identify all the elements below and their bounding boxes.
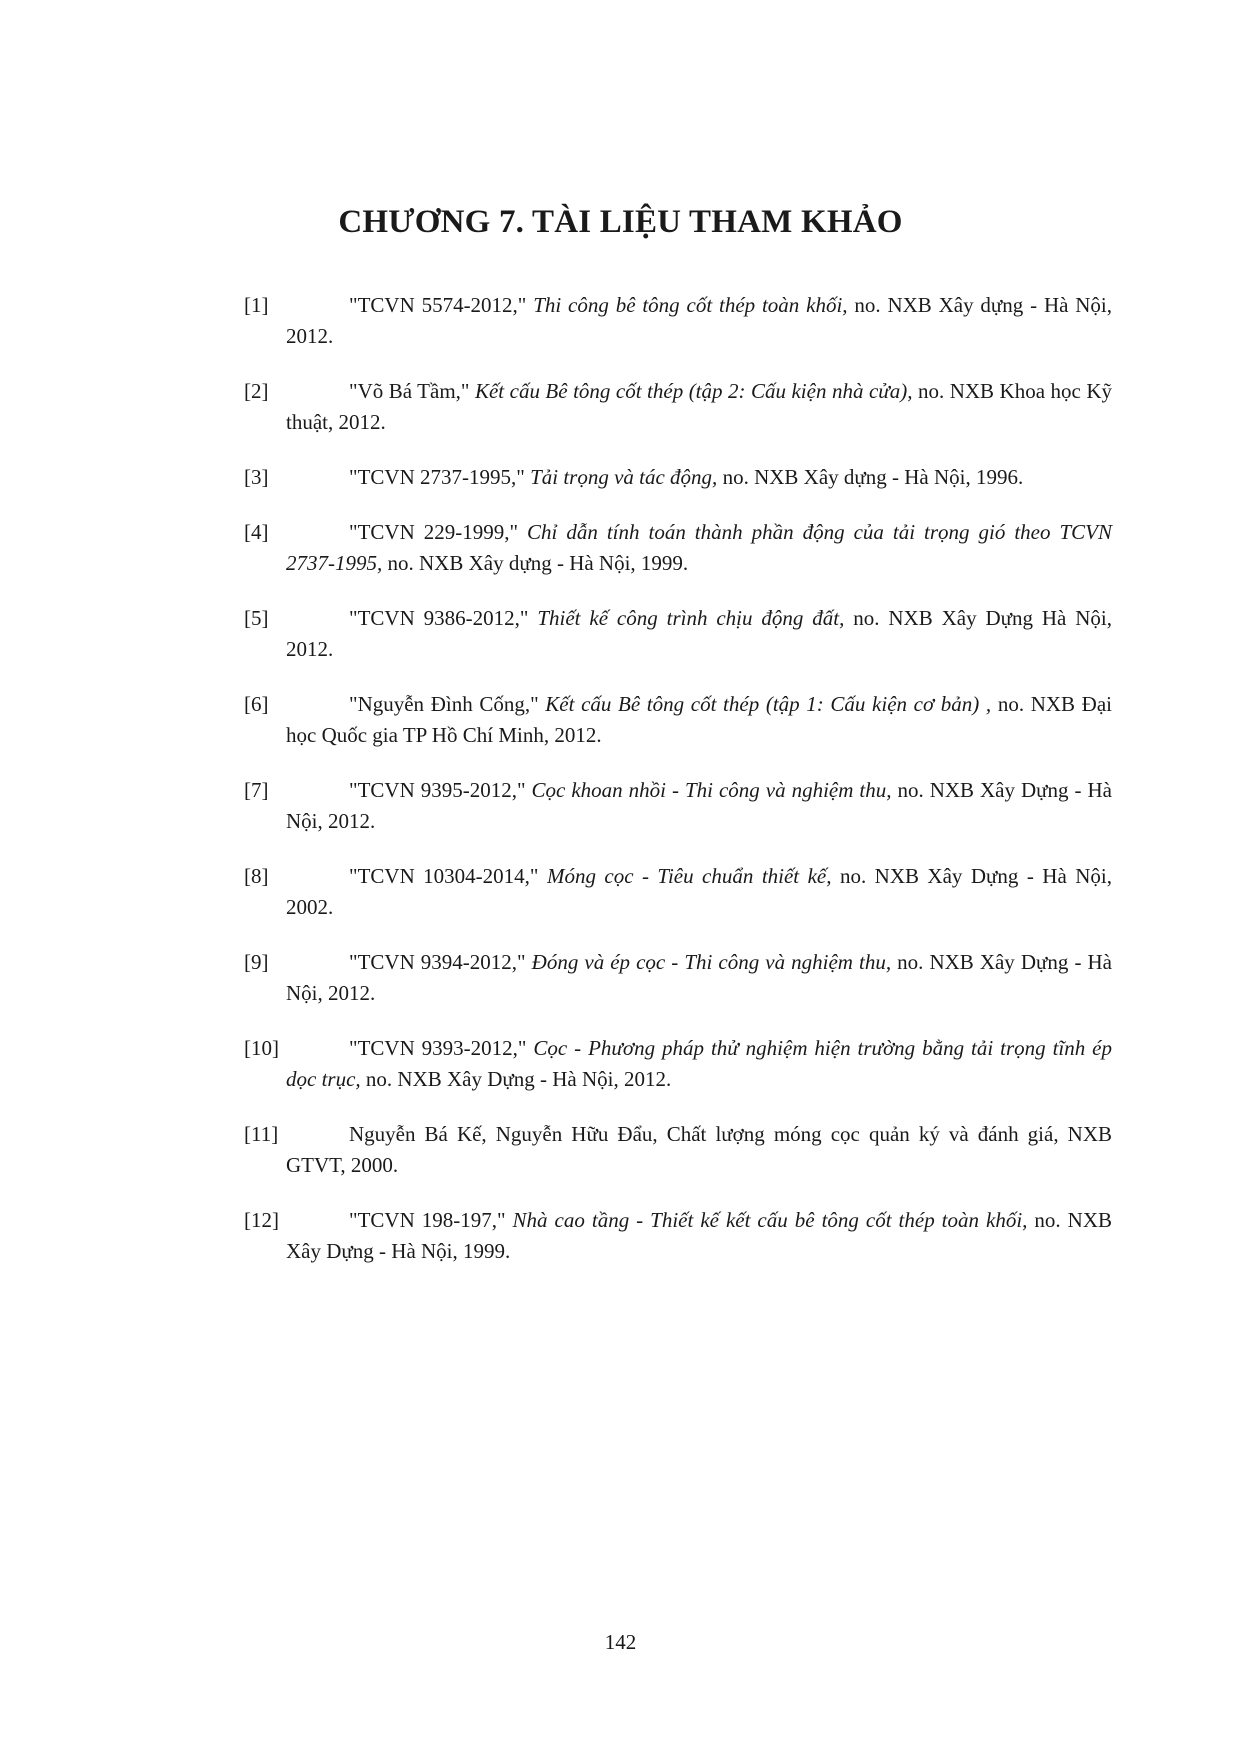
- reference-source: Nguyễn Bá Kế, Nguyễn Hữu Đẩu, Chất lượng móng cọc quản ký và đánh giá, NXB GTVT, 2000.: [286, 1122, 1112, 1177]
- reference-number: [2]: [244, 379, 269, 403]
- reference-source: "TCVN 9395-2012,": [349, 778, 532, 802]
- reference-title: Tải trọng và tác động,: [530, 465, 718, 489]
- reference-title: Móng cọc - Tiêu chuẩn thiết kế,: [546, 864, 832, 888]
- reference-number: [7]: [244, 778, 269, 802]
- reference-number: [6]: [244, 692, 269, 716]
- reference-item: [244, 517, 1112, 579]
- reference-source: "TCVN 229-1999,": [349, 520, 528, 544]
- reference-title: Đóng và ép cọc - Thi công và nghiệm thu,: [531, 950, 892, 974]
- reference-item: [244, 689, 1112, 751]
- reference-title: Kết cấu Bê tông cốt thép (tập 1: Cấu kiện cơ bản) ,: [545, 692, 992, 716]
- reference-number: [3]: [244, 465, 269, 489]
- reference-number: [12]: [244, 1208, 279, 1232]
- reference-item: [244, 603, 1112, 665]
- reference-item: [244, 775, 1112, 837]
- reference-source: "TCVN 9393-2012,": [349, 1036, 534, 1060]
- page-number: 142: [604, 1630, 637, 1654]
- reference-item: [244, 462, 1112, 493]
- reference-publisher: no. NXB Xây Dựng Hà Nội, 2012.: [286, 606, 1112, 661]
- reference-source: "TCVN 5574-2012,": [349, 293, 534, 317]
- reference-publisher: no. NXB Xây dựng - Hà Nội, 2012.: [286, 293, 1113, 348]
- reference-source: "TCVN 2737-1995,": [349, 465, 531, 489]
- reference-title: Kết cấu Bê tông cốt thép (tập 2: Cấu kiện nhà cửa),: [474, 379, 913, 403]
- reference-item: [244, 861, 1112, 923]
- reference-publisher: no. NXB Xây Dựng - Hà Nội, 2002.: [286, 864, 1112, 919]
- reference-publisher: no. NXB Xây dựng - Hà Nội, 1996.: [717, 465, 1024, 489]
- reference-item: [244, 1205, 1112, 1267]
- reference-number: [9]: [244, 950, 269, 974]
- reference-number: [11]: [244, 1122, 279, 1146]
- reference-publisher: no. NXB Xây Dựng - Hà Nội, 2012.: [286, 950, 1112, 1005]
- reference-title: Thi công bê tông cốt thép toàn khối,: [533, 293, 848, 317]
- reference-number: [10]: [244, 1036, 279, 1060]
- reference-number: [4]: [244, 520, 269, 544]
- reference-title: Chỉ dẫn tính toán thành phần động của tải trọng gió theo TCVN 2737-1995,: [286, 520, 1113, 575]
- reference-item: [244, 1033, 1112, 1095]
- reference-item: [244, 947, 1112, 1009]
- reference-publisher: no. NXB Đại học Quốc gia TP Hồ Chí Minh, 2012.: [286, 692, 1112, 747]
- reference-source: "TCVN 9386-2012,": [349, 606, 538, 630]
- reference-title: Nhà cao tầng - Thiết kế kết cấu bê tông cốt thép toàn khối,: [512, 1208, 1028, 1232]
- reference-title: Cọc khoan nhồi - Thi công và nghiệm thu,: [531, 778, 892, 802]
- reference-source: "TCVN 198-197,": [349, 1208, 513, 1232]
- reference-number: [8]: [244, 864, 269, 888]
- reference-publisher: no. NXB Khoa học Kỹ thuật, 2012.: [286, 379, 1112, 434]
- reference-item: [244, 290, 1112, 352]
- reference-item: [244, 1119, 1112, 1181]
- reference-publisher: no. NXB Xây Dựng - Hà Nội, 2012.: [360, 1067, 672, 1091]
- reference-title: Cọc - Phương pháp thử nghiệm hiện trường bằng tải trọng tĩnh ép dọc trục,: [286, 1036, 1112, 1091]
- reference-publisher: no. NXB Xây Dựng - Hà Nội, 2012.: [286, 778, 1112, 833]
- reference-number: [1]: [244, 293, 269, 317]
- reference-source: "TCVN 9394-2012,": [349, 950, 532, 974]
- reference-publisher: no. NXB Xây Dựng - Hà Nội, 1999.: [286, 1208, 1112, 1263]
- reference-title: Thiết kế công trình chịu động đất,: [537, 606, 845, 630]
- reference-item: [244, 376, 1112, 438]
- reference-source: "Nguyễn Đình Cống,": [349, 692, 546, 716]
- reference-source: "TCVN 10304-2014,": [349, 864, 547, 888]
- reference-publisher: no. NXB Xây dựng - Hà Nội, 1999.: [382, 551, 689, 575]
- reference-number: [5]: [244, 606, 269, 630]
- page-title: CHƯƠNG 7. TÀI LIỆU THAM KHẢO: [338, 204, 903, 240]
- reference-list: [244, 290, 1112, 1291]
- reference-source: "Võ Bá Tầm,": [349, 379, 475, 403]
